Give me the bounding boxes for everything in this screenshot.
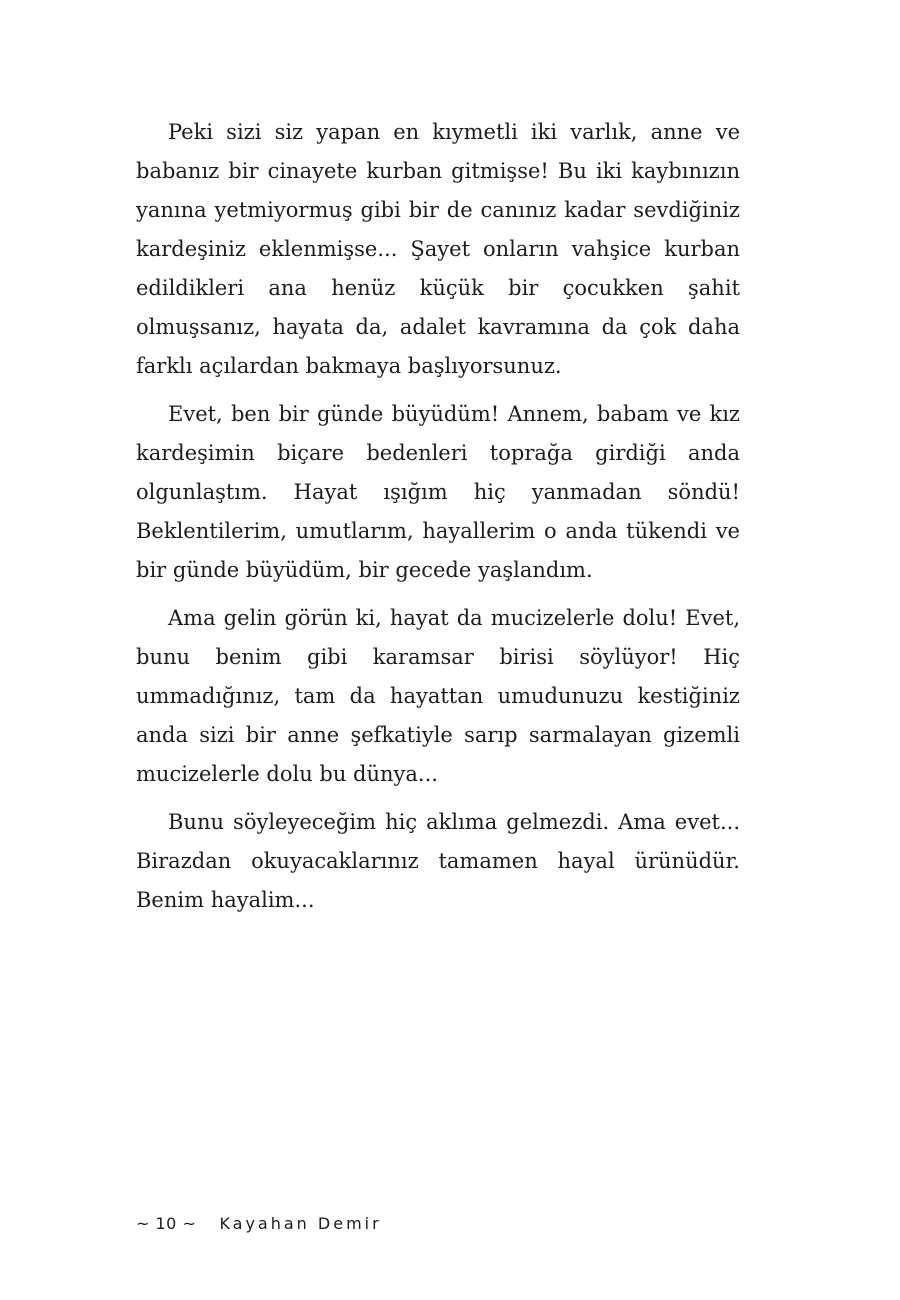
paragraph-2: Evet, ben bir günde büyüdüm! Annem, babam ve kız kardeşimin biçare bedenleri toprağa girdiği anda olgunlaştım. Hayat ışığım hiç yanmadan söndü! Beklentilerim, umutlarım, hayallerim o anda tükendi ve bir günde büyüdüm, bir gecede yaşlandım. — [136, 402, 740, 582]
page-footer — [136, 1214, 382, 1233]
page-number: ~ 10 ~ — [136, 1214, 197, 1233]
paragraph-3: Ama gelin görün ki, hayat da mucizelerle dolu! Evet, bunu benim gibi karamsar birisi söylüyor! Hiç ummadığınız, tam da hayattan umudunuzu kestiğiniz anda sizi bir anne şefkatiyle sarıp sarmalayan gizemli mucizelerle dolu bu dünya... — [136, 606, 740, 786]
author-name: Kayahan Demir — [219, 1214, 382, 1233]
paragraph-1: Peki sizi siz yapan en kıymetli iki varlık, anne ve babanız bir cinayete kurban gitmişse! Bu iki kaybınızın yanına yetmiyormuş gibi bir de canınız kadar sevdiğiniz kardeşiniz eklenmişse... Şayet onların vahşice kurban edildikleri ana henüz küçük bir çocukken şahit olmuşsanız, hayata da, adalet kavramına da çok daha farklı açılardan bakmaya başlıyorsunuz. — [136, 120, 740, 378]
paragraph-4: Bunu söyleyeceğim hiç aklıma gelmezdi. Ama evet... Birazdan okuyacaklarınız tamamen hayal ürünüdür. Benim hayalim... — [136, 810, 740, 912]
body-text — [136, 113, 740, 929]
